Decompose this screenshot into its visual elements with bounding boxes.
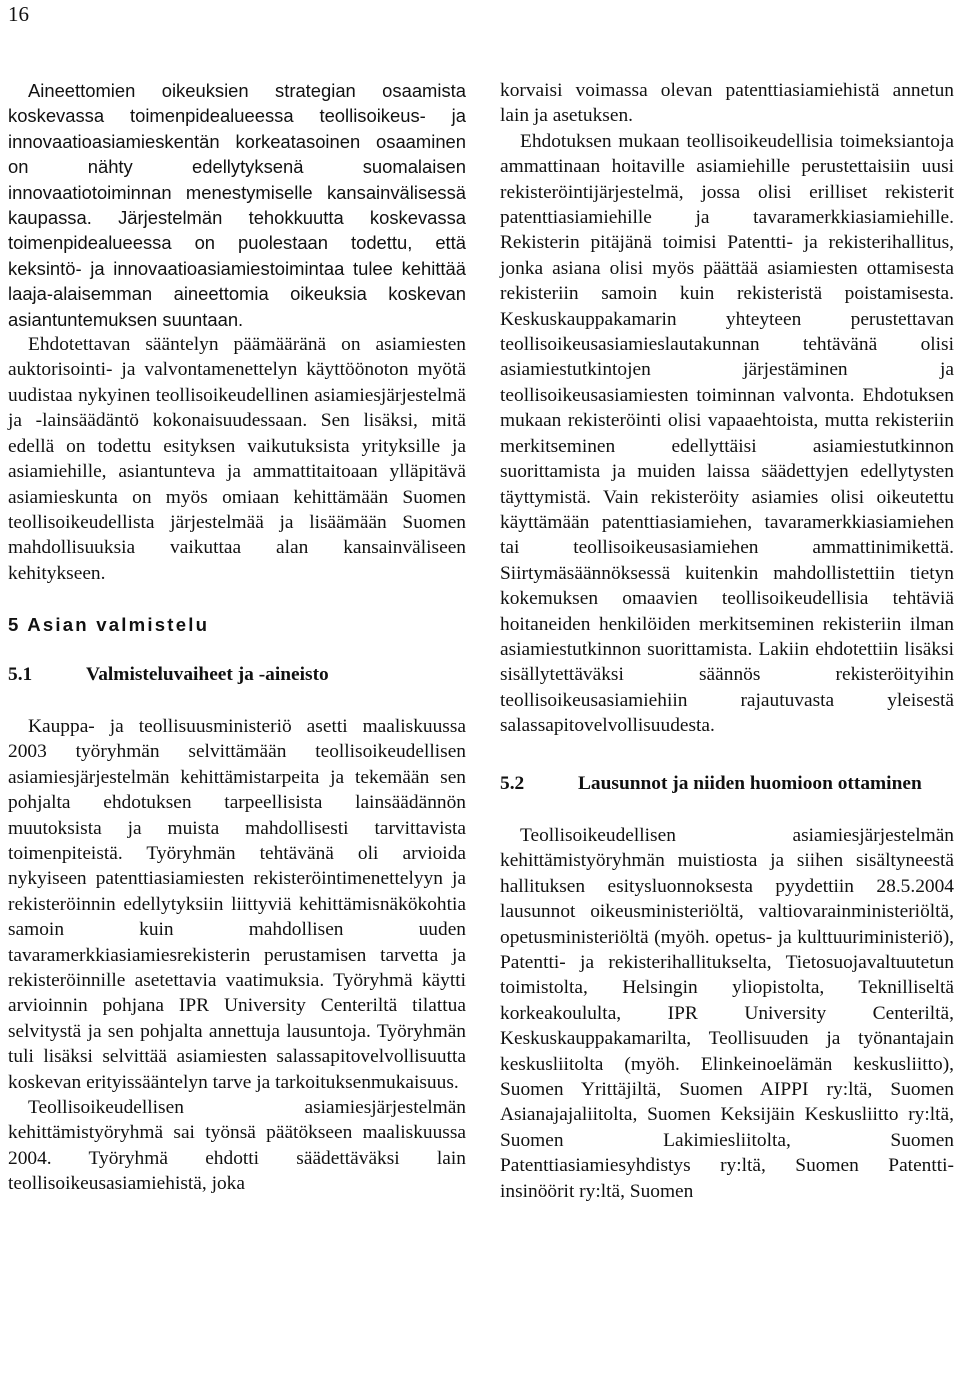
subsection-title: Valmisteluvaiheet ja -aineisto (86, 663, 329, 685)
intro-paragraph: Aineettomien oikeuksien strategian osaamista koskevassa toimenpidealueessa teollisoikeus- ja innovaatioasiamieskentän korkeatasoinen osaaminen on nähty edellytyksenä suomalaisen innovaatiotoiminnan menestymiselle kansainvälisessä kaupassa. Järjestelmän tehokkuutta koskevassa toimenpidealueessa on puolestaan todettu, että keksintö- ja innovaatioasiamiestoimintaa tulee kehittää laaja-alaisemman aineettomia oikeuksia koskevan asiantuntemuksen suuntaan. (8, 80, 466, 330)
left-column (8, 78, 466, 1197)
preparation-paragraph: Kauppa- ja teollisuusministeriö asetti maaliskuussa 2003 työryhmän selvittämään teollisoikeudellisen asiamiesjärjestelmän kehittämistarpeita ja tekemään sen pohjalta ehdotuksen tarpeellisista lainsäädännön muutoksista ja muista mahdollisesti tarvittavista toimenpiteistä. Työryhmän tehtävänä oli arvioida nykyiseen patenttiasiamiesten rekisteröintimenettelyyn ja rekisteröinnin edellytyksiin liittyviä kehittämisnäkökohtia samoin kuin mahdollisen uuden tavaramerkkiasiamiesrekisterin perustamisen tarvetta ja rekisteröinnille asetettavia vaatimuksia. Työryhmä käytti arvioinnin pohjana IPR University Centeriltä tilattua selvitystä ja sen pohjalta annettuja lausuntoja. Työryhmän tuli lisäksi selvittää asiamiesten salassapitovelvollisuutta koskevan erityissääntelyn tarve ja tarkoituksenmukaisuus. (8, 715, 466, 1093)
subsection-number: 5.2 (500, 772, 525, 794)
subsection-heading-5-1 (8, 662, 466, 687)
working-group-paragraph: Teollisoikeudellisen asiamiesjärjestelmän kehittämistyöryhmä sai työnsä päätökseen maaliskuussa 2004. Työryhmä ehdotti säädettäväksi lain teollisoikeusasiamiehistä, joka (8, 1097, 466, 1195)
statements-paragraph: Teollisoikeudellisen asiamiesjärjestelmän kehittämistyöryhmän muistiosta ja siihen sisältyneestä hallituksen esitysluonnoksesta pyydettiin 28.5.2004 lausunnot oikeusministeriöltä, valtiovarainministeriöltä, opetusministeriöltä (myöh. opetus- ja kulttuuriministeriö), Patentti- ja rekisterihallitukselta, Tietosuojavaltuutetun toimistolta, Helsingin yliopistolta, Teknilliseltä korkeakoululta, IPR University Centeriltä, Keskuskauppakamarilta, Teollisuuden ja työnantajain keskusliitolta (myöh. Elinkeinoelämän keskusliitto), Suomen Yrittäjiltä, Suomen AIPPI ry:ltä, Suomen Asianajajaliitolta, Suomen Keksijäin Keskusliitto ry:ltä, Suomen Lakimiesliitolta, Suomen Patenttiasiamiesyhdistys ry:ltä, Suomen Patentti-insinöörit ry:ltä, Suomen (500, 824, 954, 1202)
page-number: 16 (8, 2, 29, 26)
proposal-paragraph: Ehdotuksen mukaan teollisoikeudellisia toimeksiantoja ammattinaan hoitaville asiamiehille perustettaisiin uusi rekisteröintijärjestelmä, jossa olisi erilliset rekisterit patenttiasiamiehille ja tavaramerkkiasiamiehille. Rekisterin pitäjänä toimisi Patentti- ja rekisterihallitus, jonka asiana olisi myös päättää asiamiesten ottamisesta rekisteriin samoin kuin rekisteristä poistamisesta. Keskuskauppakamarin yhteyteen perustettavan teollisoikeusasiamieslautakunnan tehtävänä olisi asiamiestutkintojen järjestäminen ja teollisoikeusasiamiesten toiminnan valvonta. Ehdotuksen mukaan rekisteröinti olisi vapaaehtoista, mutta rekisteriin merkitseminen edellyttäisi asiamiestutkinnon suorittamista ja muiden laissa säädettyjen edellytysten täyttymistä. Vain rekisteröity asiamies olisi oikeutettu käyttämään patenttiasiamiehen, tavaramerkkiasiamiehen tai teollisoikeusasiamiehen ammattinimikettä. Siirtymäsäännöksessä kuitenkin mahdollistettiin tietyn kokemuksen omaavien teollisoikeudellisia tehtäviä hoitaneiden henkilöiden merkitseminen rekisteriin ilman asiamiestutkinnon suorittamista. Lakiin ehdotettiin lisäksi sisällytettäväksi säännös rekisteröityihin teollisoikeusasiamiehiin rajautuvasta yleisestä salassapitovelvollisuudesta. (500, 130, 954, 737)
right-column (500, 78, 954, 1204)
objective-paragraph: Ehdotettavan sääntelyn päämääränä on asiamiesten auktorisointi- ja valvontamenettelyn käyttöönoton myötä uudistaa nykyinen teollisoikeudellinen asiamiesjärjestelmä ja -lainsäädäntö kokonaisuudessaan. Sen lisäksi, mitä edellä on todettu esityksen vaikutuksista yrityksille ja asiamiehille, asiantunteva ja ammattitaitoaan ylläpitävä asiamieskunta on myös omiaan kehittämään Suomen teollisoikeudellista järjestelmää ja lisäämään Suomen mahdollisuuksia vaikuttaa alan kansainväliseen kehitykseen. (8, 334, 466, 584)
subsection-number: 5.1 (8, 663, 33, 685)
section-heading: 5 Asian valmistelu (8, 614, 210, 636)
subsection-title: Lausunnot ja niiden huomioon ottaminen (578, 772, 922, 794)
subsection-heading-5-2 (500, 771, 954, 796)
continuation-paragraph: korvaisi voimassa olevan patenttiasiamiehistä annetun lain ja asetuksen. (500, 80, 954, 127)
